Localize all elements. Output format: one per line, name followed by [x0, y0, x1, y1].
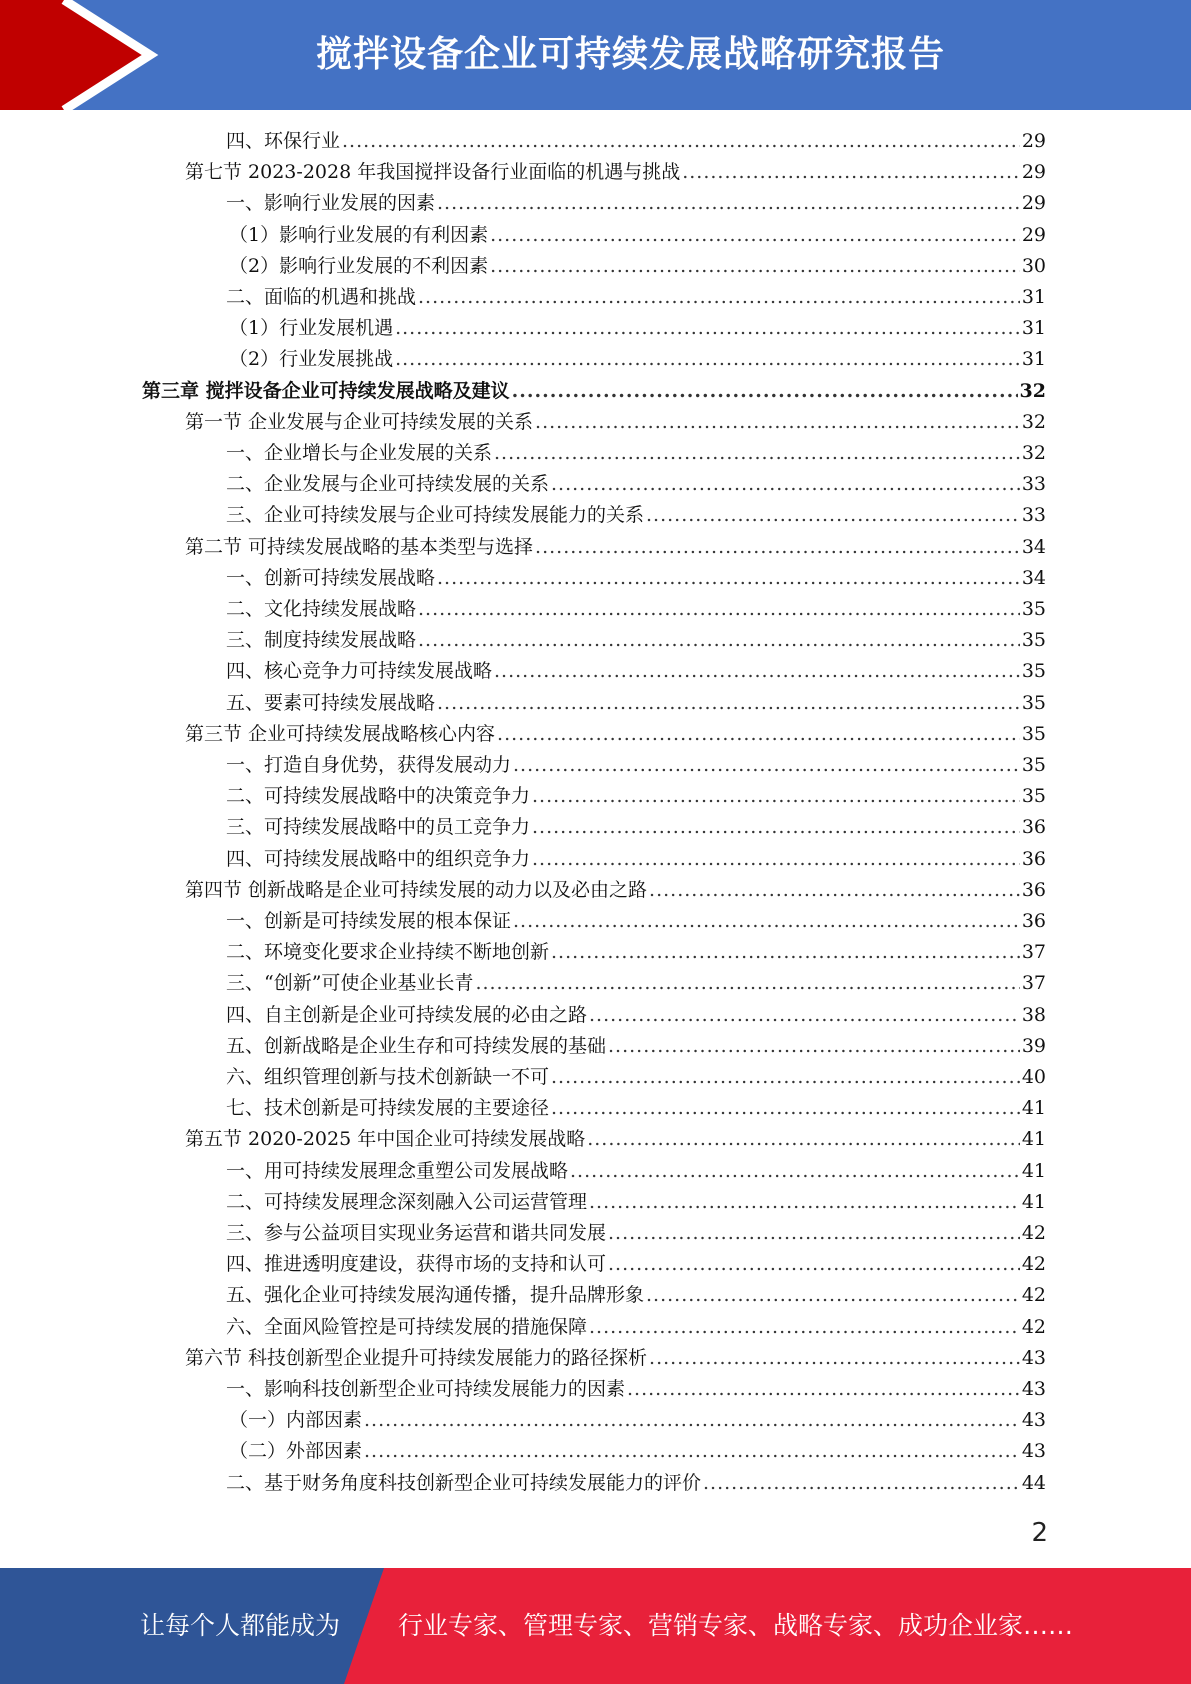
- toc-entry-title: 一、影响科技创新型企业可持续发展能力的因素: [226, 1378, 626, 1400]
- toc-entry-title: 三、“创新”可使企业基业长青: [226, 972, 474, 995]
- toc-leader-dots: [570, 1156, 1020, 1186]
- toc-entry[interactable]: [226, 750, 1046, 780]
- toc-entry-page: 43: [1021, 1409, 1046, 1432]
- toc-entry-title: （2）影响行业发展的不利因素: [229, 254, 489, 277]
- toc-entry-page: 36: [1021, 847, 1046, 870]
- toc-entry-page: 31: [1021, 317, 1046, 340]
- toc-leader-dots: [535, 532, 1020, 562]
- toc-entry[interactable]: [229, 1405, 1046, 1435]
- header-arrow-decoration: [0, 0, 160, 110]
- toc-entry[interactable]: [226, 812, 1046, 842]
- toc-entry-title: 五、创新战略是企业生存和可持续发展的基础: [226, 1034, 607, 1057]
- toc-entry-page: 32: [1021, 442, 1046, 464]
- toc-entry[interactable]: [226, 1062, 1046, 1092]
- toc-entry[interactable]: [229, 1436, 1046, 1466]
- toc-entry-title: 第四节 创新战略是企业可持续发展的动力以及必由之路: [185, 878, 648, 901]
- toc-entry-page: 31: [1021, 286, 1046, 308]
- toc-entry-title: 四、核心竞争力可持续发展战略: [226, 660, 493, 683]
- toc-entry[interactable]: [226, 1218, 1046, 1248]
- toc-entry-page: 33: [1021, 473, 1046, 496]
- toc-entry[interactable]: [226, 1093, 1046, 1123]
- toc-leader-dots: [418, 625, 1020, 655]
- toc-entry-title: 六、组织管理创新与技术创新缺一不可: [226, 1066, 550, 1088]
- toc-entry[interactable]: [226, 937, 1046, 967]
- toc-entry-title: 第三节 企业可持续发展战略核心内容: [185, 722, 496, 745]
- toc-leader-dots: [418, 282, 1020, 312]
- toc-entry-title: （一）内部因素: [229, 1409, 363, 1432]
- toc-entry-title: （二）外部因素: [229, 1440, 363, 1463]
- toc-entry[interactable]: [226, 1000, 1046, 1030]
- toc-entry-title: 二、企业发展与企业可持续发展的关系: [226, 473, 550, 496]
- toc-entry-page: 29: [1021, 161, 1046, 184]
- toc-entry[interactable]: [226, 906, 1046, 936]
- toc-entry-title: （1）影响行业发展的有利因素: [229, 223, 489, 246]
- toc-leader-dots: [494, 656, 1020, 686]
- toc-entry-page: 35: [1021, 785, 1046, 808]
- toc-entry[interactable]: [229, 313, 1046, 343]
- toc-leader-dots: [589, 1312, 1020, 1342]
- toc-leader-dots: [395, 313, 1020, 343]
- toc-entry-title: 三、企业可持续发展与企业可持续发展能力的关系: [226, 504, 645, 527]
- toc-entry-title: 一、打造自身优势，获得发展动力: [226, 754, 512, 776]
- toc-leader-dots: [437, 563, 1020, 593]
- toc-entry-page: 42: [1021, 1315, 1046, 1338]
- toc-leader-dots: [649, 1343, 1020, 1373]
- toc-entry-title: 一、企业增长与企业发展的关系: [226, 442, 493, 464]
- toc-entry-title: 第二节 可持续发展战略的基本类型与选择: [185, 535, 534, 558]
- toc-entry-page: 41: [1021, 1159, 1046, 1182]
- toc-leader-dots: [490, 251, 1020, 281]
- toc-entry-page: 35: [1021, 660, 1046, 683]
- report-header: [0, 0, 1191, 110]
- toc-entry-title: 第五节 2020-2025 年中国企业可持续发展战略: [185, 1128, 586, 1151]
- toc-entry-page: 43: [1021, 1346, 1046, 1369]
- toc-entry-page: 35: [1021, 722, 1046, 745]
- toc-entry-page: 30: [1021, 254, 1046, 277]
- toc-leader-dots: [418, 594, 1020, 624]
- toc-entry[interactable]: [185, 875, 1046, 905]
- footer-slogan-left: 让每个人都能成为: [140, 1611, 341, 1640]
- toc-entry-title: 一、影响行业发展的因素: [226, 192, 436, 215]
- toc-entry-page: 29: [1021, 130, 1046, 152]
- toc-leader-dots: [475, 968, 1019, 998]
- toc-leader-dots: [608, 1249, 1020, 1279]
- toc-entry[interactable]: [185, 719, 1046, 749]
- toc-entry[interactable]: [226, 1374, 1046, 1404]
- footer-banner: [0, 1568, 1191, 1684]
- toc-entry[interactable]: [226, 1187, 1046, 1217]
- toc-entry-title: 五、强化企业可持续发展沟通传播，提升品牌形象: [226, 1284, 645, 1307]
- toc-entry[interactable]: [229, 344, 1046, 374]
- toc-leader-dots: [497, 719, 1020, 749]
- toc-leader-dots: [532, 812, 1020, 842]
- toc-leader-dots: [342, 126, 1020, 156]
- toc-entry-page: 31: [1021, 348, 1046, 371]
- toc-entry-page: 29: [1021, 192, 1046, 215]
- footer-slogan-right: 行业专家、管理专家、营销专家、战略专家、成功企业家……: [398, 1611, 1074, 1640]
- toc-entry-page: 37: [1021, 972, 1046, 995]
- toc-entry[interactable]: [226, 1468, 1046, 1498]
- toc-entry-title: 四、自主创新是企业可持续发展的必由之路: [226, 1003, 588, 1026]
- toc-entry-page: 39: [1021, 1034, 1046, 1057]
- toc-leader-dots: [646, 500, 1020, 530]
- toc-entry-title: 二、面临的机遇和挑战: [226, 286, 417, 308]
- toc-entry[interactable]: [226, 126, 1046, 156]
- toc-entry-title: 一、用可持续发展理念重塑公司发展战略: [226, 1159, 569, 1182]
- toc-entry-page: 35: [1021, 691, 1046, 714]
- toc-entry[interactable]: [226, 1312, 1046, 1342]
- toc-leader-dots: [532, 781, 1020, 811]
- toc-entry-page: 35: [1021, 598, 1046, 620]
- toc-entry[interactable]: [226, 1156, 1046, 1186]
- toc-entry-title: 三、制度持续发展战略: [226, 629, 417, 652]
- toc-leader-dots: [682, 157, 1020, 187]
- toc-entry-page: 36: [1021, 910, 1046, 932]
- toc-entry[interactable]: [226, 188, 1046, 218]
- toc-entry[interactable]: [226, 469, 1046, 499]
- toc-leader-dots: [490, 220, 1020, 250]
- toc-entry-title: 第七节 2023-2028 年我国搅拌设备行业面临的机遇与挑战: [185, 161, 681, 184]
- toc-leader-dots: [646, 1280, 1020, 1310]
- toc-leader-dots: [494, 438, 1020, 468]
- toc-entry[interactable]: [185, 157, 1046, 187]
- toc-entry-page: 38: [1021, 1003, 1046, 1026]
- toc-entry-title: 四、环保行业: [226, 130, 341, 152]
- toc-entry[interactable]: [226, 282, 1046, 312]
- toc-entry-title: 七、技术创新是可持续发展的主要途径: [226, 1097, 550, 1120]
- toc-leader-dots: [627, 1374, 1020, 1404]
- toc-entry-title: 二、可持续发展战略中的决策竞争力: [226, 785, 531, 808]
- toc-leader-dots: [551, 469, 1020, 499]
- toc-entry-title: 二、文化持续发展战略: [226, 598, 417, 620]
- toc-entry[interactable]: [226, 594, 1046, 624]
- toc-leader-dots: [608, 1218, 1020, 1248]
- toc-leader-dots: [649, 875, 1020, 905]
- toc-entry[interactable]: [226, 438, 1046, 468]
- toc-entry-title: 二、基于财务角度科技创新型企业可持续发展能力的评价: [226, 1471, 702, 1494]
- toc-entry-page: 43: [1021, 1378, 1046, 1400]
- toc-entry-title: 第一节 企业发展与企业可持续发展的关系: [185, 410, 534, 433]
- toc-leader-dots: [437, 688, 1020, 718]
- toc-entry-page: 32: [1021, 410, 1046, 433]
- toc-entry-page: 34: [1021, 566, 1046, 589]
- toc-leader-dots: [551, 1062, 1020, 1092]
- toc-leader-dots: [512, 376, 1018, 406]
- toc-entry-title: 三、可持续发展战略中的员工竞争力: [226, 816, 531, 839]
- toc-entry-page: 42: [1021, 1284, 1046, 1307]
- toc-entry-page: 33: [1021, 504, 1046, 527]
- toc-entry[interactable]: [226, 500, 1046, 530]
- toc-entry-page: 36: [1021, 816, 1046, 839]
- toc-entry-page: 41: [1021, 1190, 1046, 1213]
- toc-entry-page: 32: [1019, 379, 1046, 402]
- toc-entry[interactable]: [185, 1343, 1046, 1373]
- toc-entry-title: 三、参与公益项目实现业务运营和谐共同发展: [226, 1222, 607, 1244]
- toc-entry[interactable]: [185, 407, 1046, 437]
- page-number: 2: [1031, 1518, 1048, 1548]
- toc-entry-page: 41: [1021, 1097, 1046, 1120]
- toc-leader-dots: [551, 1093, 1020, 1123]
- toc-entry-page: 43: [1021, 1440, 1046, 1463]
- toc-entry-page: 35: [1021, 629, 1046, 652]
- toc-entry[interactable]: [226, 625, 1046, 655]
- toc-entry-title: 六、全面风险管控是可持续发展的措施保障: [226, 1315, 588, 1338]
- toc-leader-dots: [535, 407, 1020, 437]
- toc-entry-page: 29: [1021, 223, 1046, 246]
- toc-leader-dots: [364, 1436, 1020, 1466]
- toc-entry[interactable]: [226, 781, 1046, 811]
- toc-leader-dots: [532, 844, 1020, 874]
- toc-entry-page: 40: [1021, 1066, 1046, 1088]
- toc-entry[interactable]: [226, 1249, 1046, 1279]
- toc-leader-dots: [513, 906, 1020, 936]
- toc-entry[interactable]: [229, 251, 1046, 281]
- toc-entry-page: 42: [1021, 1222, 1046, 1244]
- toc-leader-dots: [589, 1000, 1020, 1030]
- toc-leader-dots: [589, 1187, 1020, 1217]
- toc-entry[interactable]: [226, 688, 1046, 718]
- toc-entry-page: 36: [1021, 878, 1046, 901]
- toc-entry-title: （2）行业发展挑战: [229, 348, 394, 371]
- toc-leader-dots: [551, 937, 1020, 967]
- toc-leader-dots: [587, 1124, 1020, 1154]
- toc-entry[interactable]: [226, 844, 1046, 874]
- toc-entry[interactable]: [185, 1124, 1046, 1154]
- toc-entry-page: 37: [1021, 941, 1046, 964]
- report-title: 搅拌设备企业可持续发展战略研究报告: [315, 34, 945, 75]
- toc-leader-dots: [437, 188, 1020, 218]
- toc-entry[interactable]: [185, 532, 1046, 562]
- toc-leader-dots: [395, 344, 1020, 374]
- toc-entry[interactable]: [226, 1031, 1046, 1061]
- toc-entry-title: 一、创新可持续发展战略: [226, 566, 436, 589]
- toc-entry-title: 二、环境变化要求企业持续不断地创新: [226, 941, 550, 964]
- toc-entry-title: 四、推进透明度建设，获得市场的支持和认可: [226, 1253, 607, 1276]
- toc-entry-title: 一、创新是可持续发展的根本保证: [226, 910, 512, 932]
- toc-entry-title: 第六节 科技创新型企业提升可持续发展能力的路径探析: [185, 1346, 648, 1369]
- toc-entry-title: 四、可持续发展战略中的组织竞争力: [226, 847, 531, 870]
- toc-entry-title: 第三章 搅拌设备企业可持续发展战略及建议: [142, 379, 510, 402]
- toc-entry[interactable]: [226, 968, 1046, 998]
- toc-entry-title: 五、要素可持续发展战略: [226, 691, 436, 714]
- toc-leader-dots: [608, 1031, 1020, 1061]
- toc-entry[interactable]: [229, 220, 1046, 250]
- toc-entry-page: 34: [1021, 535, 1046, 558]
- toc-entry-page: 35: [1021, 754, 1046, 776]
- toc-entry-title: 二、可持续发展理念深刻融入公司运营管理: [226, 1190, 588, 1213]
- toc-entry-page: 42: [1021, 1253, 1046, 1276]
- toc-entry-page: 41: [1021, 1128, 1046, 1151]
- toc-entry-page: 44: [1021, 1471, 1046, 1494]
- toc-leader-dots: [703, 1468, 1020, 1498]
- toc-entry[interactable]: [142, 376, 1046, 406]
- toc-entry[interactable]: [226, 563, 1046, 593]
- toc-leader-dots: [364, 1405, 1020, 1435]
- toc-entry[interactable]: [226, 656, 1046, 686]
- toc-entry[interactable]: [226, 1280, 1046, 1310]
- toc-entry-title: （1）行业发展机遇: [229, 317, 394, 340]
- toc-leader-dots: [513, 750, 1020, 780]
